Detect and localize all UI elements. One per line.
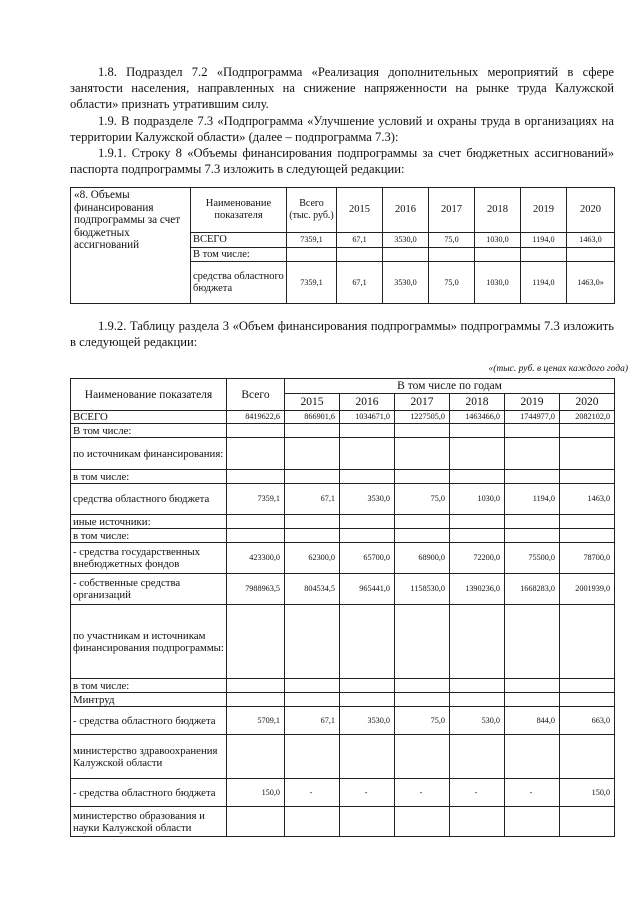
row-value <box>505 529 560 543</box>
row-name: В том числе: <box>71 424 227 438</box>
row-value: 1194,0 <box>505 484 560 515</box>
row-total <box>287 248 337 262</box>
finance-year-cell: 2016 <box>340 394 395 411</box>
row-total <box>227 529 285 543</box>
row-value <box>340 470 395 484</box>
row-value <box>450 424 505 438</box>
row-value <box>285 693 340 707</box>
finance-col-group: В том числе по годам <box>285 379 615 394</box>
row-name: - средства областного бюджета <box>71 779 227 807</box>
row-value <box>450 605 505 679</box>
table-row <box>71 605 615 679</box>
row-value <box>560 529 615 543</box>
row-value <box>285 735 340 779</box>
row-total <box>227 679 285 693</box>
row-value: 67,1 <box>285 484 340 515</box>
passport-year-cell: 2016 <box>383 188 429 233</box>
row-value <box>450 515 505 529</box>
table-row <box>71 574 615 605</box>
row-total <box>227 438 285 470</box>
row-value <box>450 679 505 693</box>
row-value <box>285 807 340 837</box>
row-value <box>429 248 475 262</box>
row-value: 67,1 <box>337 262 383 304</box>
table-row <box>71 438 615 470</box>
passport-row-label: «8. Объемы финансирования подпрограммы за счет бюджетных ассигнований <box>71 188 191 304</box>
row-name: - собственные средства организаций <box>71 574 227 605</box>
row-value <box>560 807 615 837</box>
passport-year-cell: 2017 <box>429 188 475 233</box>
row-value <box>340 693 395 707</box>
row-value <box>285 605 340 679</box>
row-value <box>285 470 340 484</box>
row-value: 3530,0 <box>383 233 429 248</box>
row-value: 150,0 <box>560 779 615 807</box>
row-name: - средства областного бюджета <box>71 707 227 735</box>
row-value: 75,0 <box>395 484 450 515</box>
row-total: 423300,0 <box>227 543 285 574</box>
row-value <box>505 693 560 707</box>
row-value <box>285 438 340 470</box>
unit-note: «(тыс. руб. в ценах каждого года) <box>488 364 628 374</box>
row-value <box>505 438 560 470</box>
passport-table <box>70 187 615 304</box>
row-value: 804534,5 <box>285 574 340 605</box>
row-value: 1463,0 <box>560 484 615 515</box>
finance-table <box>70 378 615 837</box>
row-name: по участникам и источникам финансирования подпрограммы: <box>71 605 227 679</box>
row-value <box>560 679 615 693</box>
row-value <box>567 248 615 262</box>
paragraph-1-8: 1.8. Подраздел 7.2 «Подпрограмма «Реализация дополнительных мероприятий в сфере занятости населения, направленных на снижение напряженности на рынке труда Калужской области» признать утратившим силу. <box>70 65 614 112</box>
row-value <box>340 424 395 438</box>
row-value: 1194,0 <box>521 233 567 248</box>
row-total <box>227 693 285 707</box>
row-value: 965441,0 <box>340 574 395 605</box>
row-value: 844,0 <box>505 707 560 735</box>
finance-col-total: Всего <box>227 379 285 411</box>
row-value <box>340 735 395 779</box>
row-value: 3530,0 <box>340 484 395 515</box>
row-total <box>227 470 285 484</box>
table-row <box>71 424 615 438</box>
row-name: средства областного бюджета <box>71 484 227 515</box>
row-value <box>285 424 340 438</box>
paragraph-1-9: 1.9. В подразделе 7.3 «Подпрограмма «Улучшение условий и охраны труда в организациях на территории Калужской области» (далее – подпрограмма 7.3): <box>70 114 614 145</box>
row-value: - <box>395 779 450 807</box>
row-value: - <box>505 779 560 807</box>
row-value <box>395 438 450 470</box>
row-total: 7359,1 <box>287 262 337 304</box>
row-name: иные источники: <box>71 515 227 529</box>
passport-year-cell: 2018 <box>475 188 521 233</box>
finance-year-cell: 2020 <box>560 394 615 411</box>
row-value <box>505 424 560 438</box>
row-value <box>505 605 560 679</box>
row-value: 3530,0 <box>383 262 429 304</box>
table-row <box>71 807 615 837</box>
row-value: 78700,0 <box>560 543 615 574</box>
row-value: 663,0 <box>560 707 615 735</box>
table-row <box>71 779 615 807</box>
row-value: 530,0 <box>450 707 505 735</box>
row-name: - средства государственных внебюджетных фондов <box>71 543 227 574</box>
row-name: ВСЕГО <box>191 233 287 248</box>
table-row <box>71 529 615 543</box>
row-value <box>560 424 615 438</box>
row-total: 7988963,5 <box>227 574 285 605</box>
table-row <box>71 484 615 515</box>
table-row <box>71 543 615 574</box>
row-value: 3530,0 <box>340 707 395 735</box>
row-total <box>227 605 285 679</box>
row-value: 65700,0 <box>340 543 395 574</box>
row-value <box>505 807 560 837</box>
row-value: 1744977,0 <box>505 411 560 424</box>
paragraph-1-9-2: 1.9.2. Таблицу раздела 3 «Объем финансирования подпрограммы» подпрограммы 7.3 изложить в следующей редакции: <box>70 319 614 350</box>
row-value <box>285 679 340 693</box>
passport-year-cell: 2015 <box>337 188 383 233</box>
row-total <box>227 807 285 837</box>
row-value: 866901,6 <box>285 411 340 424</box>
row-total: 5709,1 <box>227 707 285 735</box>
row-value: 1158530,0 <box>395 574 450 605</box>
row-value <box>505 470 560 484</box>
row-value <box>395 735 450 779</box>
row-name: В том числе: <box>191 248 287 262</box>
row-value <box>395 470 450 484</box>
row-value <box>395 679 450 693</box>
row-value <box>450 438 505 470</box>
row-value <box>395 693 450 707</box>
row-value <box>395 807 450 837</box>
row-value <box>560 735 615 779</box>
row-value: 68900,0 <box>395 543 450 574</box>
row-value <box>560 438 615 470</box>
row-value <box>340 605 395 679</box>
row-value <box>450 529 505 543</box>
row-value <box>340 679 395 693</box>
row-name: министерство здравоохранения Калужской области <box>71 735 227 779</box>
row-value: 67,1 <box>337 233 383 248</box>
paragraph-1-9-1: 1.9.1. Строку 8 «Объемы финансирования подпрограммы за счет бюджетных ассигнований» паспорта подпрограммы 7.3 изложить в следующей редакции: <box>70 146 614 177</box>
row-value <box>450 807 505 837</box>
row-value <box>395 515 450 529</box>
row-total: 7359,1 <box>227 484 285 515</box>
row-name: министерство образования и науки Калужской области <box>71 807 227 837</box>
finance-year-cell: 2015 <box>285 394 340 411</box>
row-value <box>285 515 340 529</box>
row-value <box>340 807 395 837</box>
row-value: 75,0 <box>395 707 450 735</box>
row-value <box>285 529 340 543</box>
row-name: в том числе: <box>71 470 227 484</box>
finance-col-name: Наименование показателя <box>71 379 227 411</box>
row-value <box>395 424 450 438</box>
row-value <box>450 735 505 779</box>
row-value <box>475 248 521 262</box>
row-value <box>395 605 450 679</box>
passport-year-cell: 2020 <box>567 188 615 233</box>
row-value: 62300,0 <box>285 543 340 574</box>
row-value: 1463466,0 <box>450 411 505 424</box>
row-value: 1030,0 <box>475 262 521 304</box>
row-value: - <box>285 779 340 807</box>
table-row <box>71 679 615 693</box>
row-value <box>505 679 560 693</box>
row-value: 72200,0 <box>450 543 505 574</box>
row-value: 1034671,0 <box>340 411 395 424</box>
row-total <box>227 735 285 779</box>
row-value <box>383 248 429 262</box>
row-value: 2082102,0 <box>560 411 615 424</box>
table-row <box>71 735 615 779</box>
row-value: 1668283,0 <box>505 574 560 605</box>
row-value: 75,0 <box>429 233 475 248</box>
row-value: 2001939,0 <box>560 574 615 605</box>
row-value <box>521 248 567 262</box>
row-name: по источникам финансирования: <box>71 438 227 470</box>
passport-col-name: Наименование показателя <box>191 188 287 233</box>
row-value: - <box>450 779 505 807</box>
row-value: 75,0 <box>429 262 475 304</box>
row-value: 1390236,0 <box>450 574 505 605</box>
row-total: 150,0 <box>227 779 285 807</box>
row-value: 75500,0 <box>505 543 560 574</box>
row-name: средства областного бюджета <box>191 262 287 304</box>
row-value <box>505 735 560 779</box>
passport-col-total: Всего (тыс. руб.) <box>287 188 337 233</box>
row-value: 1463,0 <box>567 233 615 248</box>
row-value: 1227505,0 <box>395 411 450 424</box>
row-value <box>340 515 395 529</box>
row-total: 7359,1 <box>287 233 337 248</box>
table-row <box>71 515 615 529</box>
finance-year-cell: 2018 <box>450 394 505 411</box>
row-value <box>560 605 615 679</box>
row-value: 1030,0 <box>450 484 505 515</box>
passport-year-cell: 2019 <box>521 188 567 233</box>
finance-year-cell: 2017 <box>395 394 450 411</box>
row-name: в том числе: <box>71 529 227 543</box>
row-value: 1030,0 <box>475 233 521 248</box>
table-row <box>71 693 615 707</box>
row-name: Минтруд <box>71 693 227 707</box>
row-value <box>340 438 395 470</box>
row-name: в том числе: <box>71 679 227 693</box>
table-row <box>71 707 615 735</box>
row-total <box>227 515 285 529</box>
row-value <box>560 470 615 484</box>
table-row <box>71 470 615 484</box>
row-value <box>450 470 505 484</box>
row-total <box>227 424 285 438</box>
finance-year-cell: 2019 <box>505 394 560 411</box>
row-value <box>560 693 615 707</box>
row-value <box>340 529 395 543</box>
row-value: 1194,0 <box>521 262 567 304</box>
row-value: - <box>340 779 395 807</box>
row-name: ВСЕГО <box>71 411 227 424</box>
table-row <box>71 411 615 424</box>
row-value: 1463,0» <box>567 262 615 304</box>
row-value <box>450 693 505 707</box>
row-value <box>395 529 450 543</box>
row-value: 67,1 <box>285 707 340 735</box>
row-value <box>505 515 560 529</box>
row-value <box>337 248 383 262</box>
row-value <box>560 515 615 529</box>
row-total: 8419622,6 <box>227 411 285 424</box>
